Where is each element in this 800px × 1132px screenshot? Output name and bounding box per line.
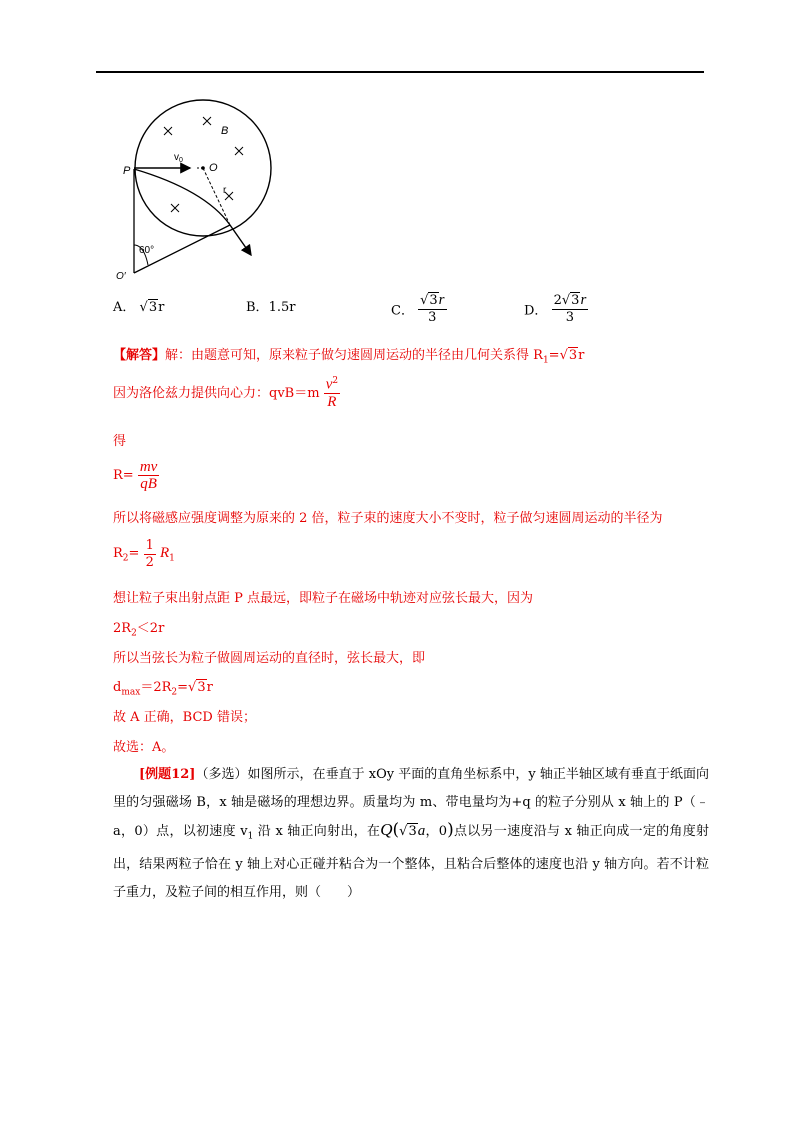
magnetic-field-diagram — [110, 95, 280, 280]
solution-line-2: 因为洛伦兹力提供向心力：qvB＝m $\frac{v^2}{R}$ — [113, 373, 340, 410]
field-x-marks — [164, 117, 243, 212]
solution-line-8: $2R_2<2r$ — [113, 621, 165, 639]
label-v0: $v_0$ — [174, 152, 183, 164]
solution-line-6: $R_2=$ $\frac{1}{2}$ $R_1$ — [113, 538, 175, 570]
solution-line-3: 得 — [113, 434, 127, 449]
fraction: $\frac{√3r}{3}$ — [420, 292, 445, 325]
point-q: Q(√3a，0) — [380, 820, 454, 840]
header-rule — [96, 71, 704, 73]
solution-line-4: R= $\frac{mv}{qB}$ — [113, 459, 158, 492]
radius-dashed — [203, 168, 230, 225]
example-12-paragraph: [例题12]（多选）如图所示，在垂直于 xOy 平面的直角坐标系中，y 轴正半轴区域有垂直于纸面向里的匀强磁场 B，x 轴是磁场的理想边界。质量均为 m、带电量均为+q 的粒子分别从 x 轴上的 P（﹣a，0）点，以初速度 $v_1$ 沿 x 轴正向射出，在Q(√3a，0)点以另一速度沿与 x 轴正向成一定的角度射出，结果两粒子恰在 y 轴上对心正碰并粘合为一个整体，且粘合后整体的速度也沿 y 轴方向。若不计粒子重力，及粒子间的相互作用，则（ ） — [113, 767, 709, 900]
solution-line-7: 想让粒子束出射点距 P 点最远，即粒子在磁场中轨迹对应弦长最大，因为 — [113, 591, 534, 606]
solution-line-1: 【解答】解：由题意可知，原来粒子做匀速圆周运动的半径由几何关系得 $R_1=√3r$ — [113, 348, 585, 366]
option-c[interactable]: C． $\frac{√3r}{3}$ — [391, 292, 445, 325]
solution-line-9: 所以当弦长为粒子做圆周运动的直径时，弦长最大，即 — [113, 651, 426, 666]
label-B: B — [221, 125, 229, 137]
fraction: $\frac{2√3r}{3}$ — [553, 292, 587, 325]
solution-line-5: 所以将磁感应强度调整为原来的 2 倍，粒子束的速度大小不变时，粒子做匀速圆周运动的半径为 — [113, 511, 663, 526]
solution-line-10: $d_{max}=2R_2=√3r$ — [113, 680, 213, 698]
solution-line-11: 故 A 正确，BCD 错误； — [113, 710, 256, 725]
trajectory-arc — [134, 169, 230, 225]
exit-arrow — [230, 225, 251, 255]
label-angle: 60° — [139, 245, 155, 256]
option-d[interactable]: D． $\frac{2√3r}{3}$ — [524, 292, 587, 325]
option-b[interactable]: B．1.5r — [246, 300, 296, 315]
label-r: r — [223, 185, 227, 196]
example-tag: [例题12] — [139, 767, 196, 782]
label-P: P — [123, 165, 131, 177]
label-O: O — [209, 162, 218, 174]
sqrt: √3 — [139, 300, 158, 315]
solution-line-12: 故选：A。 — [113, 740, 175, 755]
option-a[interactable]: A． √3r — [113, 300, 165, 315]
label-O-prime: O′ — [116, 271, 126, 280]
